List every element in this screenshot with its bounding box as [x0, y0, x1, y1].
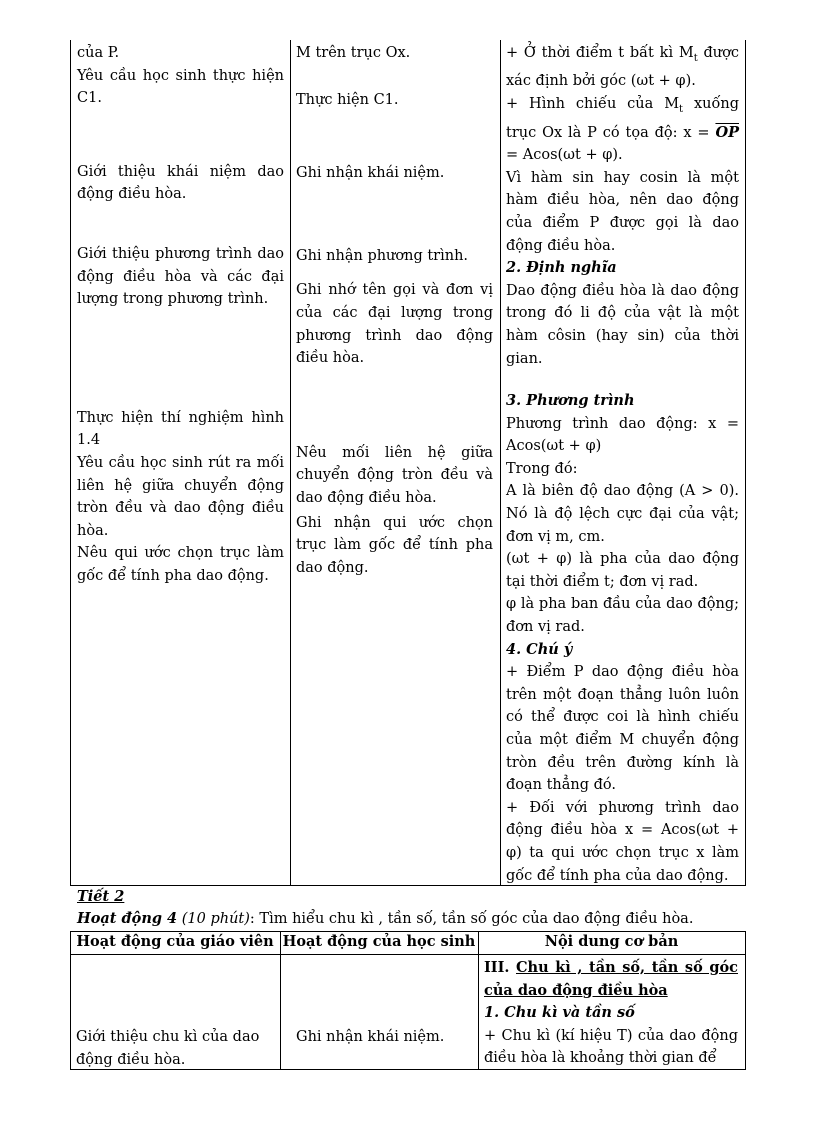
activity-description: : Tìm hiểu chu kì , tần số, tần số góc của dao động điều hòa. [249, 911, 694, 927]
table2-content-cell [484, 957, 738, 1070]
table2-student-cell: Ghi nhận khái niệm. [296, 1029, 445, 1045]
header-student: Hoạt động của học sinh [282, 933, 476, 950]
vector-op: $\overline{OP}$ [715, 123, 739, 141]
activity-time: (10 phút) [177, 911, 250, 927]
subheading-definition: 2. Định nghĩa [506, 259, 617, 277]
table2-right-border [745, 931, 746, 1070]
student-text: Nêu mối liên hệ giữa chuyển động tròn đều và dao động điều hòa. [296, 444, 493, 506]
student-text: Thực hiện C1. [296, 91, 399, 108]
student-text: Ghi nhận khái niệm. [296, 165, 445, 182]
student-text: Ghi nhớ tên gọi và đơn vị của các đại lượng trong phương trình dao động điều hòa. [296, 282, 493, 367]
table2-teacher-cell: Giới thiệu chu kì của dao động điều hòa. [76, 1029, 260, 1068]
activity-title: Hoạt động 4 [77, 910, 178, 927]
teacher-text: của P. [77, 45, 120, 61]
teacher-text: Nêu qui ước chọn trục làm gốc để tính pha dao động. [77, 545, 284, 584]
lesson-title: Tiết 2 [77, 888, 125, 905]
table1-divider-1 [290, 40, 291, 886]
content-paragraph: + Hình chiếu của $M_t$ xuống trục Ox là P có tọa độ: $x = \overline{OP} = Acos(\omega t + \varphi)$. [506, 96, 739, 164]
header-content: Nội dung cơ bản [544, 933, 679, 950]
header-teacher: Hoạt động của giáo viên [76, 933, 274, 950]
teacher-text: Giới thiệu khái niệm dao động điều hòa. [77, 163, 284, 203]
table2-left-border [70, 931, 71, 1070]
content-paragraph: Dao động điều hòa là dao động trong đó li độ của vật là một hàm côsin (hay sin) của thời gian. [506, 282, 739, 367]
teacher-text: Yêu cầu học sinh rút ra mối liên hệ giữa chuyển động tròn đều và dao động điều hòa. [77, 454, 284, 539]
teacher-text: Yêu cầu học sinh thực hiện C1. [77, 67, 284, 107]
section-heading: III. Chu kì , tần số, tần số góc của dao động điều hòa [484, 959, 738, 999]
content-paragraph: φ là pha ban đầu của dao động; đơn vị rad. [506, 596, 739, 636]
lesson-heading [77, 886, 124, 909]
table2-divider-1 [280, 931, 281, 1070]
subheading-note: 4. Chú ý [506, 640, 573, 658]
table2-header-divider [70, 954, 746, 955]
content-paragraph: + Chu kì (kí hiệu T) của dao động điều hòa là khoảng thời gian để [484, 1027, 738, 1067]
table1-student-column [296, 42, 493, 579]
table2-divider-2 [478, 931, 479, 1070]
table1-right-border [745, 40, 746, 886]
content-paragraph: + Ở thời điểm t bất kì $M_t$ được xác định bởi góc (ωt + φ). [506, 45, 740, 90]
teacher-text: Giới thiệu phương trình dao động điều hòa và các đại lượng trong phương trình. [77, 245, 284, 308]
table1-teacher-column [77, 42, 284, 588]
content-paragraph: A là biên độ dao động (A > 0). Nó là độ lệch cực đại của vật; đơn vị m, cm. [506, 483, 739, 545]
content-paragraph: + Đối với phương trình dao động điều hòa x = Acos(ωt + φ) ta qui ước chọn trục x làm gốc để tính pha của dao động. [506, 799, 739, 884]
subheading-period: 1. Chu kì và tần số [484, 1004, 635, 1022]
subheading-equation: 3. Phương trình [506, 392, 635, 410]
table2-top-border [70, 931, 746, 932]
student-text: Ghi nhận qui ước chọn trục làm gốc để tính pha dao động. [296, 514, 493, 576]
teacher-text: Thực hiện thí nghiệm hình 1.4 [77, 409, 284, 449]
table1-left-border [70, 40, 71, 886]
student-text: Ghi nhận phương trình. [296, 247, 469, 264]
table1-content-column [506, 42, 739, 887]
student-text: M trên trục Ox. [296, 45, 411, 61]
activity-line [77, 908, 757, 931]
table1-divider-2 [500, 40, 501, 886]
content-paragraph: (ωt + φ) là pha của dao động tại thời điểm t; đơn vị rad. [506, 551, 739, 590]
content-paragraph: + Điểm P dao động điều hòa trên một đoạn thẳng luôn luôn có thể được coi là hình chiếu của một điểm M chuyển động tròn đều trên đường kính là đoạn thẳng đó. [506, 664, 739, 794]
content-paragraph: Vì hàm sin hay cosin là một hàm điều hòa, nên dao động của điểm P được gọi là dao động điều hòa. [506, 169, 739, 254]
content-paragraph: Trong đó: [506, 460, 578, 477]
content-paragraph: Phương trình dao động: x = Acos(ωt + φ) [506, 415, 739, 455]
